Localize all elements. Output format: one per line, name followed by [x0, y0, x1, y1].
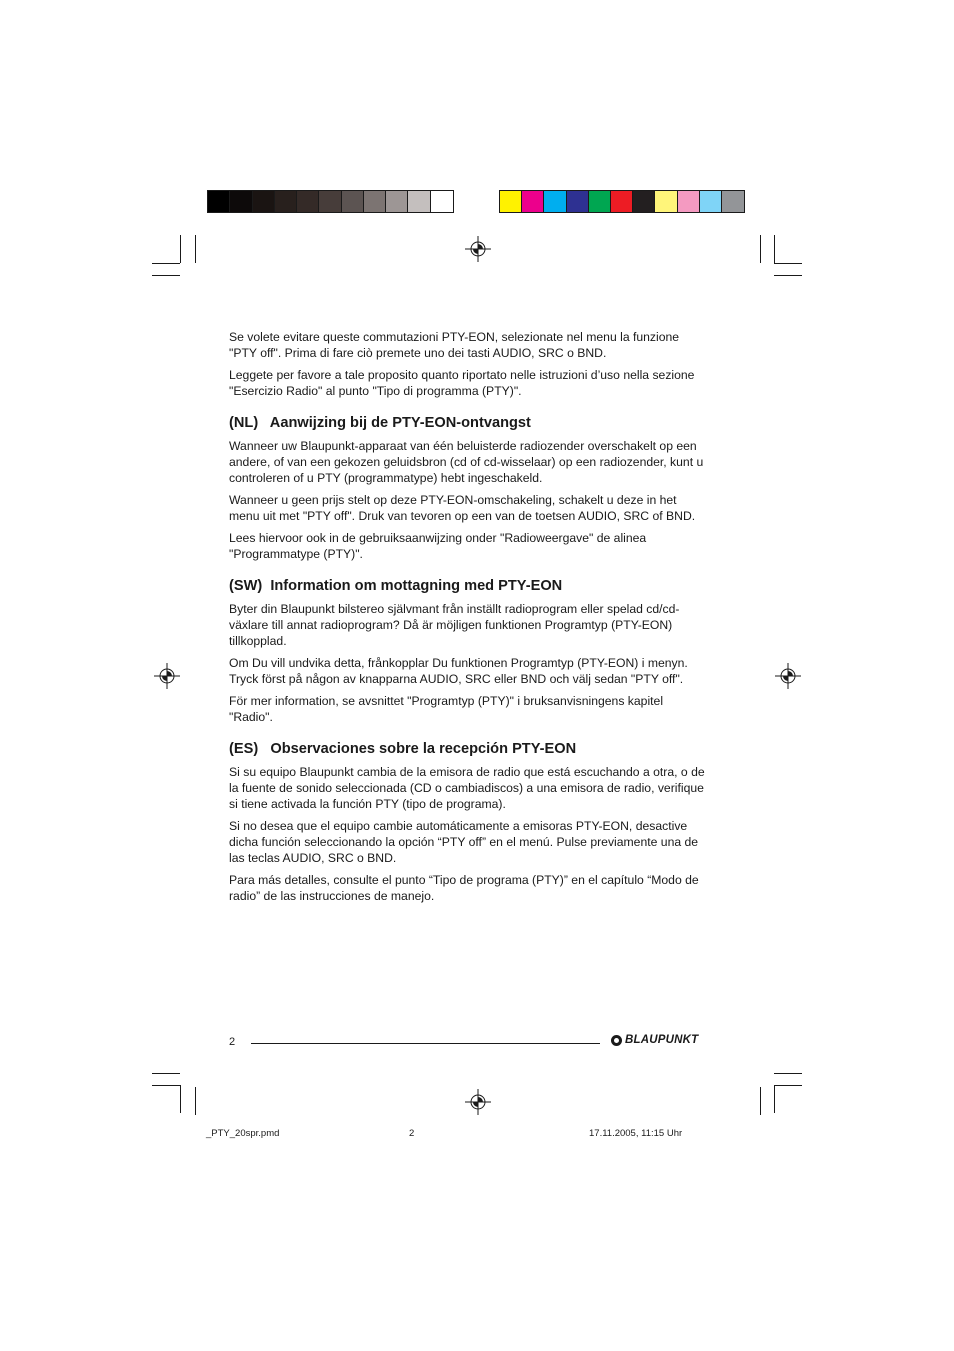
color-swatch: [522, 191, 544, 212]
crop-mark: [152, 275, 180, 276]
color-swatch: [431, 191, 453, 212]
logo-text: BLAUPUNKT: [625, 1034, 699, 1046]
crop-mark: [774, 275, 802, 276]
section-it: [229, 329, 707, 399]
color-swatch: [589, 191, 611, 212]
color-calibration-bar: [499, 190, 745, 213]
slug-timestamp: 17.11.2005, 11:15 Uhr: [589, 1128, 683, 1139]
registration-mark-icon: [465, 236, 491, 262]
crop-mark: [152, 263, 180, 264]
color-swatch: [253, 191, 275, 212]
blaupunkt-logo: [611, 1034, 698, 1046]
crop-mark: [195, 235, 196, 263]
paragraph: Wanneer uw Blaupunkt-apparaat van één beluisterde radiozender overschakelt op een andere, of van een gekozen geluidsbron (cd of cd-wisselaar) op een radiozender, kunt u controleren of u PTY (programmatype) hebt ingeschakeld.: [229, 439, 704, 485]
paragraph: Wanneer u geen prijs stelt op deze PTY-EON-omschakeling, schakelt u deze in het menu uit met "PTY off". Druk van tevoren op een van de toetsen AUDIO, SRC of BND.: [229, 493, 696, 523]
registration-mark-icon: [775, 663, 801, 689]
footer-rule: [251, 1043, 600, 1044]
color-swatch: [297, 191, 319, 212]
color-swatch: [633, 191, 655, 212]
color-swatch: [544, 191, 566, 212]
crop-mark: [152, 1085, 180, 1086]
section-heading: (SW) Information om mottagning med PTY-EON: [229, 578, 563, 594]
section-sw: [229, 577, 707, 725]
section-es: [229, 740, 707, 904]
registration-mark-icon: [154, 663, 180, 689]
crop-mark: [180, 1085, 181, 1113]
crop-mark: [180, 235, 181, 263]
color-swatch: [364, 191, 386, 212]
paragraph: Lees hiervoor ook in de gebruiksaanwijzing onder "Radioweergave" de alinea "Programmatype (PTY)".: [229, 531, 647, 561]
paragraph: Se volete evitare queste commutazioni PTY-EON, selezionate nel menu la funzione "PTY off". Prima di fare ciò premete uno dei tasti AUDIO, SRC o BND.: [229, 330, 680, 360]
paragraph: Om Du vill undvika detta, frånkopplar Du funktionen Programtyp (PTY-EON) i menyn. Tryck först på någon av knapparna AUDIO, SRC eller BND och välj sedan "PTY off".: [229, 656, 688, 686]
color-swatch: [408, 191, 430, 212]
section-heading: (NL) Aanwijzing bij de PTY-EON-ontvangst: [229, 415, 531, 431]
crop-mark: [774, 263, 802, 264]
color-swatch: [230, 191, 252, 212]
page-number: 2: [229, 1036, 236, 1048]
crop-mark: [774, 1085, 802, 1086]
paragraph: Leggete per favore a tale proposito quanto riportato nelle istruzioni d’uso nella sezione "Esercizio Radio" al punto "Tipo di programma (PTY)".: [229, 368, 695, 398]
crop-mark: [195, 1087, 196, 1115]
section-nl: [229, 414, 707, 562]
section-heading: (ES) Observaciones sobre la recepción PTY-EON: [229, 741, 577, 757]
color-swatch: [275, 191, 297, 212]
paragraph: För mer information, se avsnittet "Programtyp (PTY)" i bruksanvisningens kapitel "Radio".: [229, 694, 664, 724]
crop-mark: [774, 1085, 775, 1113]
color-swatch: [722, 191, 744, 212]
color-swatch: [208, 191, 230, 212]
crop-mark: [774, 1073, 802, 1074]
color-swatch: [678, 191, 700, 212]
paragraph: Para más detalles, consulte el punto “Tipo de programa (PTY)” en el capítulo “Modo de radio” de las instrucciones de manejo.: [229, 873, 699, 903]
paragraph: Si no desea que el equipo cambie automáticamente a emisoras PTY-EON, desactive dicha función seleccionando la opción “PTY off” en el menú. Pulse previamente una de las teclas AUDIO, SRC o BND.: [229, 819, 699, 865]
color-swatch: [567, 191, 589, 212]
slug-filename: _PTY_20spr.pmd: [206, 1128, 280, 1139]
color-swatch: [611, 191, 633, 212]
crop-mark: [760, 235, 761, 263]
color-swatch: [386, 191, 408, 212]
crop-mark: [774, 235, 775, 263]
blaupunkt-dot-icon: [611, 1035, 622, 1046]
document-body: [229, 329, 707, 910]
crop-mark: [760, 1087, 761, 1115]
color-swatch: [319, 191, 341, 212]
color-swatch: [700, 191, 722, 212]
gray-calibration-bar: [207, 190, 454, 213]
color-swatch: [500, 191, 522, 212]
color-swatch: [342, 191, 364, 212]
slug-page: 2: [409, 1128, 415, 1139]
registration-mark-icon: [465, 1089, 491, 1115]
color-swatch: [655, 191, 677, 212]
paragraph: Byter din Blaupunkt bilstereo självmant från inställt radioprogram eller spelad cd/cd-växlare till annat radioprogram? Då är möjligen funktionen Programtyp (PTY-EON) tillkopplad.: [229, 602, 680, 648]
paragraph: Si su equipo Blaupunkt cambia de la emisora de radio que está escuchando a otra, o de la fuente de sonido seleccionada (CD o cambiadiscos) a una emisora de radio, verifique si tiene activada la función PTY (tipo de programa).: [229, 765, 705, 811]
crop-mark: [152, 1073, 180, 1074]
